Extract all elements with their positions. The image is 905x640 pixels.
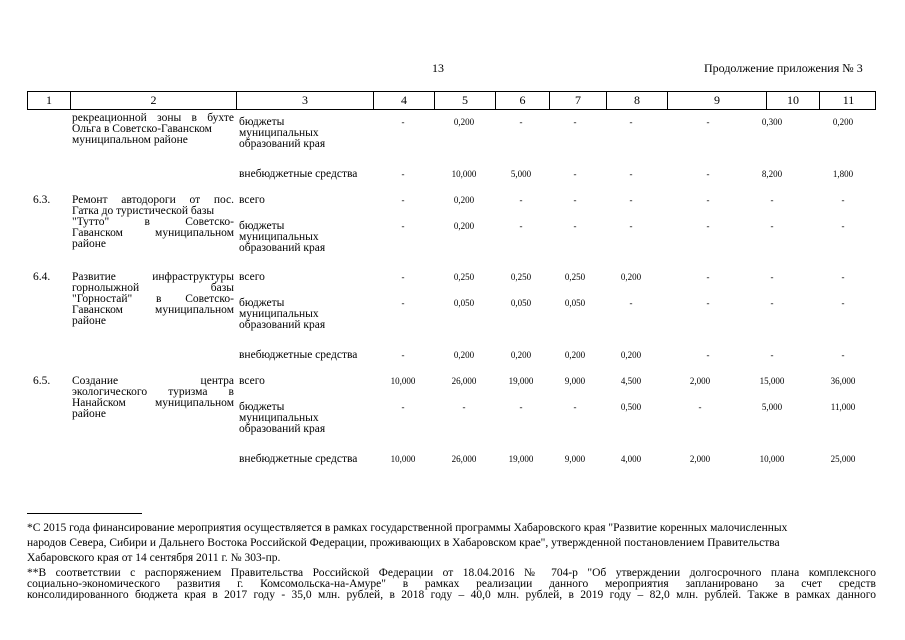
row-name-line: Гаванском муниципальном — [72, 227, 234, 239]
value-cell: - — [841, 221, 845, 231]
value-cell: 26,000 — [451, 376, 477, 386]
value-cell: 25,000 — [830, 454, 856, 464]
page-number: 13 — [432, 61, 444, 75]
value-cell: - — [519, 195, 523, 205]
value-cell: 4,000 — [620, 454, 642, 464]
value-cell: - — [706, 298, 710, 308]
row-number: 6.3. — [33, 194, 51, 206]
value-cell: - — [573, 195, 577, 205]
value-cell: - — [841, 195, 845, 205]
value-cell: - — [698, 402, 702, 412]
source-line: образований края — [239, 319, 326, 331]
value-cell: - — [629, 195, 633, 205]
value-cell: - — [706, 221, 710, 231]
value-cell: - — [573, 169, 577, 179]
header-cell: 3 — [237, 92, 374, 109]
value-cell: 5,000 — [510, 169, 532, 179]
header-cell: 6 — [496, 92, 550, 109]
row-name-line: "Горностай" в Советско- — [72, 293, 234, 305]
value-cell: - — [401, 402, 405, 412]
row-name-line: Развитие инфраструктуры — [72, 271, 234, 283]
value-cell: 0,250 — [453, 272, 475, 282]
value-cell: - — [706, 350, 710, 360]
value-cell: 19,000 — [508, 376, 534, 386]
footnote-line: Хабаровского края от 14 сентября 2011 г. № 303-пр. — [27, 552, 281, 564]
value-cell: 0,250 — [510, 272, 532, 282]
value-cell: 0,500 — [620, 402, 642, 412]
footnote-line: социально-экономического развития г. Комсомольска-на-Амуре" в рамках реализации данного мероприятия запланировано за счет средств — [27, 578, 876, 590]
value-cell: - — [706, 195, 710, 205]
value-cell: - — [706, 169, 710, 179]
row-name-line: районе — [72, 315, 107, 327]
value-cell: 10,000 — [390, 376, 416, 386]
header-cell: 5 — [435, 92, 496, 109]
row-name-line: экологического туризма в — [72, 386, 234, 398]
source-line: образований края — [239, 423, 326, 435]
value-cell: - — [629, 221, 633, 231]
value-cell: - — [519, 117, 523, 127]
value-cell: - — [841, 350, 845, 360]
row-name-line: муниципальном районе — [72, 134, 188, 146]
header-cell: 8 — [607, 92, 668, 109]
value-cell: 0,050 — [510, 298, 532, 308]
header-cell: 11 — [842, 93, 855, 107]
value-cell: - — [770, 195, 774, 205]
value-cell: - — [401, 298, 405, 308]
source-line: образований края — [239, 242, 326, 254]
value-cell: - — [770, 272, 774, 282]
footnote-line: *С 2015 года финансирование мероприятия осуществляется в рамках государственной программы Хабаровского края "Развитие коренных малочисленных — [27, 522, 788, 534]
row-name-line: горнолыжной базы — [72, 282, 234, 294]
row-name-line: Ремонт автодороги от пос. — [72, 194, 234, 206]
value-cell: - — [401, 272, 405, 282]
value-cell: - — [519, 221, 523, 231]
value-cell: 2,000 — [689, 454, 711, 464]
value-cell: - — [401, 169, 405, 179]
value-cell: 0,300 — [761, 117, 783, 127]
value-cell: - — [629, 298, 633, 308]
value-cell: - — [401, 221, 405, 231]
value-cell: 9,000 — [564, 454, 586, 464]
value-cell: - — [770, 298, 774, 308]
header-cell: 4 — [374, 92, 435, 109]
value-cell: 4,500 — [620, 376, 642, 386]
value-cell: - — [770, 221, 774, 231]
value-cell: 0,200 — [564, 350, 586, 360]
value-cell: - — [629, 169, 633, 179]
footnote-line: **В соответствии с распоряжением Правительства Российской Федерации от 18.04.2016 № 704-р "Об утверждении долгосрочного плана комплексного — [27, 567, 876, 579]
footnote-separator — [27, 513, 142, 514]
value-cell: 2,000 — [689, 376, 711, 386]
value-cell: 1,800 — [832, 169, 854, 179]
value-cell: 5,000 — [761, 402, 783, 412]
footnote-line: народов Севера, Сибири и Дальнего Востока Российской Федерации, проживающих в Хабаровском крае", утвержденной постановлением Правительства — [27, 537, 780, 549]
value-cell: 15,000 — [759, 376, 785, 386]
value-cell: - — [706, 272, 710, 282]
header-cell: 2 — [71, 92, 237, 109]
value-cell: 36,000 — [830, 376, 856, 386]
value-cell: 26,000 — [451, 454, 477, 464]
value-cell: - — [629, 117, 633, 127]
value-cell: 0,200 — [510, 350, 532, 360]
source-line: муниципальных — [239, 308, 319, 320]
value-cell: - — [841, 272, 845, 282]
value-cell: 0,050 — [564, 298, 586, 308]
value-cell: 0,200 — [620, 350, 642, 360]
value-cell: 0,200 — [453, 195, 475, 205]
value-cell: - — [401, 195, 405, 205]
source-line: внебюджетные средства — [239, 349, 358, 361]
header-cell: 7 — [550, 92, 607, 109]
source-line: внебюджетные средства — [239, 168, 358, 180]
value-cell: - — [573, 221, 577, 231]
row-number: 6.5. — [33, 375, 51, 387]
source-line: муниципальных — [239, 412, 319, 424]
source-line: всего — [239, 375, 265, 387]
value-cell: 0,200 — [453, 117, 475, 127]
header-cell: 10 — [767, 92, 820, 109]
value-cell: 10,000 — [759, 454, 785, 464]
value-cell: 10,000 — [390, 454, 416, 464]
row-name-line: Создание центра — [72, 375, 234, 387]
source-line: всего — [239, 194, 265, 206]
value-cell: - — [573, 402, 577, 412]
footnote-line: консолидированного бюджета края в 2017 году - 35,0 млн. рублей, в 2018 году – 40,0 млн. рублей, в 2019 году – 82,0 млн. рублей. Также в рамках данного — [27, 589, 876, 601]
value-cell: - — [519, 402, 523, 412]
continuation-label: Продолжение приложения № 3 — [704, 61, 863, 75]
value-cell: 8,200 — [761, 169, 783, 179]
source-line: бюджеты — [239, 220, 285, 232]
value-cell: 0,200 — [453, 350, 475, 360]
source-line: образований края — [239, 138, 326, 150]
value-cell: - — [573, 117, 577, 127]
row-name-line: Гатка до туристической базы — [72, 205, 215, 217]
value-cell: 11,000 — [830, 402, 856, 412]
value-cell: - — [401, 117, 405, 127]
row-name-line: районе — [72, 238, 107, 250]
header-cell: 9 — [668, 92, 767, 109]
value-cell: 10,000 — [451, 169, 477, 179]
value-cell: 0,200 — [620, 272, 642, 282]
value-cell: 0,200 — [832, 117, 854, 127]
header-cell: 1 — [28, 92, 71, 109]
row-name-line: "Тутто" в Советско- — [72, 216, 234, 228]
row-number: 6.4. — [33, 271, 51, 283]
source-line: внебюджетные средства — [239, 453, 358, 465]
value-cell: - — [706, 117, 710, 127]
value-cell: - — [841, 298, 845, 308]
value-cell: - — [401, 350, 405, 360]
value-cell: 9,000 — [564, 376, 586, 386]
row-name-line: Ольга в Советско-Гаванском — [72, 123, 212, 135]
value-cell: 0,200 — [453, 221, 475, 231]
row-name-line: рекреационной зоны в бухте — [72, 112, 234, 124]
source-line: бюджеты — [239, 297, 285, 309]
value-cell: - — [462, 402, 466, 412]
row-name-line: районе — [72, 408, 107, 420]
source-line: бюджеты — [239, 401, 285, 413]
source-line: всего — [239, 271, 265, 283]
row-name-line: Нанайском муниципальном — [72, 397, 234, 409]
source-line: бюджеты — [239, 116, 285, 128]
value-cell: - — [770, 350, 774, 360]
source-line: муниципальных — [239, 231, 319, 243]
value-cell: 0,050 — [453, 298, 475, 308]
row-name-line: Гаванском муниципальном — [72, 304, 234, 316]
source-line: муниципальных — [239, 127, 319, 139]
table-header-row — [27, 91, 876, 110]
value-cell: 0,250 — [564, 272, 586, 282]
value-cell: 19,000 — [508, 454, 534, 464]
